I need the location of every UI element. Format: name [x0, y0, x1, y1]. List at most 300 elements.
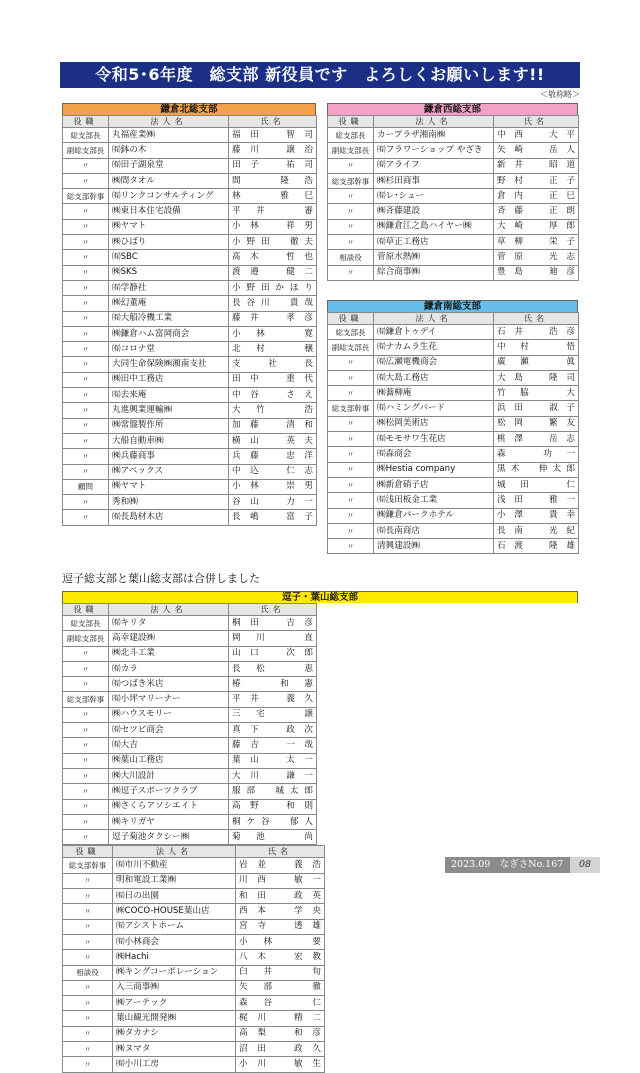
table-row [63, 219, 317, 234]
person-cell: 竹脇 大 [494, 386, 579, 401]
kamakura-north-block [62, 103, 316, 526]
company-cell: ㈱Hestia company [374, 462, 494, 477]
table-row [328, 355, 579, 370]
person-cell: 野村 正子 [494, 173, 579, 188]
role-cell: 〃 [63, 904, 113, 919]
table-row [63, 372, 317, 387]
role-cell: 〃 [63, 814, 109, 829]
zushi-hayama-right-table [62, 845, 325, 1072]
table-row [63, 768, 317, 783]
table-row [63, 1057, 325, 1072]
company-cell: ㈲小坪マリーナー [109, 692, 229, 707]
role-cell: 〃 [328, 416, 374, 431]
person-cell: 小林 寛 [229, 326, 317, 341]
table-row [328, 386, 579, 401]
person-cell: 小川 敏生 [236, 1057, 325, 1072]
table-row [63, 158, 317, 173]
company-cell: ㈱アーテック [113, 996, 236, 1011]
company-cell: 入三商事㈱ [113, 980, 236, 995]
company-cell: ㈲ハミングバード [374, 401, 494, 416]
role-cell: 〃 [328, 508, 374, 523]
person-cell: 小野田 徹夫 [229, 235, 317, 250]
table-row [328, 173, 579, 188]
person-cell: 椿 和憲 [229, 677, 317, 692]
table-row [63, 418, 317, 433]
role-cell: 〃 [328, 219, 374, 234]
table-row [63, 692, 317, 707]
table-row [63, 235, 317, 250]
company-cell: ㈲セツビ商会 [109, 723, 229, 738]
table-row [328, 325, 579, 340]
person-cell: 大竹 浩 [229, 403, 317, 418]
person-cell: 小林 崇男 [229, 479, 317, 494]
merger-note: 逗子総支部と葉山総支部は合併しました [62, 572, 260, 585]
company-cell: ㈲日の出園 [113, 889, 236, 904]
company-cell: ㈲森商会 [374, 447, 494, 462]
person-cell: 福田 智司 [229, 128, 317, 143]
role-cell: 〃 [63, 403, 109, 418]
company-cell: ㈱アペックス [109, 464, 229, 479]
company-cell: ㈲小川工房 [113, 1057, 236, 1072]
company-cell: ㈱東日本住宅設備 [109, 204, 229, 219]
company-cell: ㈱タカナシ [113, 1026, 236, 1041]
table-row [328, 493, 579, 508]
company-cell: ㈲長島材木店 [109, 510, 229, 525]
company-cell: ㈲大吉 [109, 738, 229, 753]
role-cell: 〃 [63, 357, 109, 372]
header-company: 法人名 [113, 846, 236, 858]
role-cell: 〃 [328, 462, 374, 477]
person-cell: 支 社 長 [229, 357, 317, 372]
role-cell: 総支部幹事 [63, 692, 109, 707]
person-cell: 梶川 精二 [236, 1011, 325, 1026]
person-cell: 髙木 哲也 [229, 250, 317, 265]
company-cell: ㈲つばき米店 [109, 677, 229, 692]
table-row [63, 753, 317, 768]
company-cell: ㈲大船冷機工業 [109, 311, 229, 326]
table-row [63, 707, 317, 722]
table-row [328, 462, 579, 477]
table-row [328, 219, 579, 234]
company-cell: 清興建設㈱ [374, 539, 494, 554]
table-row [63, 1042, 325, 1057]
company-cell: ㈱ヤマト [109, 479, 229, 494]
company-cell: ㈱鎌倉パークホテル [374, 508, 494, 523]
person-cell: 桃澤 岳志 [494, 432, 579, 447]
role-cell: 〃 [63, 296, 109, 311]
role-cell: 〃 [63, 996, 113, 1011]
role-cell: 〃 [328, 386, 374, 401]
company-cell: ㈲大島工務店 [374, 370, 494, 385]
person-cell: 田子 祐司 [229, 158, 317, 173]
role-cell: 〃 [63, 342, 109, 357]
role-cell: 〃 [63, 980, 113, 995]
table-header-row [63, 116, 317, 128]
person-cell: 長南 光紀 [494, 523, 579, 538]
role-cell: 〃 [328, 158, 374, 173]
role-cell: 〃 [328, 477, 374, 492]
table-row [63, 510, 317, 525]
table-row [63, 646, 317, 661]
header-role: 役職 [328, 313, 374, 325]
table-row [63, 311, 317, 326]
company-cell: ㈱杉田商事 [374, 173, 494, 188]
person-cell: 矢崎 岳人 [494, 143, 579, 158]
table-row [63, 143, 317, 158]
person-cell: 中西 大平 [494, 128, 579, 143]
person-cell: 黒木 伸太郎 [494, 462, 579, 477]
table-header-row [63, 846, 325, 858]
table-row [328, 370, 579, 385]
company-cell: ㈲コロナ堂 [109, 342, 229, 357]
person-cell: 小林 祥男 [229, 219, 317, 234]
person-cell: 長松 恵 [229, 661, 317, 676]
company-cell: ㈱SKS [109, 265, 229, 280]
table-row [328, 523, 579, 538]
table-row [63, 814, 317, 829]
person-cell: 山口 次郎 [229, 646, 317, 661]
table-row [63, 128, 317, 143]
table-row [63, 996, 325, 1011]
role-cell: 〃 [63, 280, 109, 295]
person-cell: 菊池 尚 [229, 830, 317, 845]
company-cell: ㈱松岡美術店 [374, 416, 494, 431]
role-cell: 〃 [328, 447, 374, 462]
person-cell: 浜田 淑子 [494, 401, 579, 416]
person-cell: 藤川 譲治 [229, 143, 317, 158]
role-cell: 〃 [63, 646, 109, 661]
company-cell: ㈲学静社 [109, 280, 229, 295]
person-cell: 中込 仁志 [229, 464, 317, 479]
person-cell: 石渡 隆雄 [494, 539, 579, 554]
table-row [63, 189, 317, 204]
person-cell: 服部 城太郎 [229, 784, 317, 799]
person-cell: 藤吉 一哉 [229, 738, 317, 753]
role-cell: 〃 [63, 707, 109, 722]
header-person: 氏名 [229, 116, 317, 128]
role-cell: 〃 [328, 539, 374, 554]
zushi-hayama-left-table [62, 603, 317, 845]
table-row [63, 889, 325, 904]
role-cell: 〃 [63, 677, 109, 692]
company-cell: ㈲草正工務店 [374, 235, 494, 250]
table-row [328, 158, 579, 173]
table-row [63, 433, 317, 448]
table-row [63, 904, 325, 919]
company-cell: 逗子菊池タクシー㈱ [109, 830, 229, 845]
company-cell: ㈲アシストホーム [113, 919, 236, 934]
person-cell: 中村 悟 [494, 340, 579, 355]
kamakura-south-table [327, 312, 579, 554]
role-cell: 〃 [63, 464, 109, 479]
person-cell: 北村 穣 [229, 342, 317, 357]
person-cell: 大川 謙一 [229, 768, 317, 783]
person-cell: 草柳 栄子 [494, 235, 579, 250]
company-cell: ㈲田子湖泉堂 [109, 158, 229, 173]
person-cell: 高野 和則 [229, 799, 317, 814]
table-row [63, 173, 317, 188]
company-cell: ㈲市川不動産 [113, 858, 236, 873]
person-cell: 新井 昭道 [494, 158, 579, 173]
table-row [63, 738, 317, 753]
table-row [328, 265, 579, 280]
person-cell: 森 功一 [494, 447, 579, 462]
company-cell: ㈱兵藤商事 [109, 449, 229, 464]
table-row [63, 950, 325, 965]
company-cell: 丸福産業㈱ [109, 128, 229, 143]
role-cell: 総支部幹事 [63, 858, 113, 873]
kamakura-west-title: 鎌倉西総支部 [327, 103, 578, 115]
table-row [63, 464, 317, 479]
company-cell: ㈱ヤマト [109, 219, 229, 234]
role-cell: 相談役 [328, 250, 374, 265]
kamakura-north-table [62, 115, 317, 526]
role-cell: 副総支部長 [328, 143, 374, 158]
company-cell: 高幸建設㈱ [109, 631, 229, 646]
company-cell: ㈱ひばり [109, 235, 229, 250]
table-row [63, 677, 317, 692]
role-cell: 〃 [328, 235, 374, 250]
header-person: 氏名 [494, 116, 579, 128]
role-cell: 副総支部長 [63, 631, 109, 646]
table-row [63, 616, 317, 631]
company-cell: ㈱COCO-HOUSE葉山店 [113, 904, 236, 919]
person-cell: 葉山 太一 [229, 753, 317, 768]
page-banner-title: 令和5･6年度 総支部 新役員です よろしくお願いします!! [60, 62, 580, 88]
table-row [63, 1026, 325, 1041]
table-row [328, 447, 579, 462]
person-cell: 松岡 繁友 [494, 416, 579, 431]
role-cell: 〃 [63, 661, 109, 676]
company-cell: カープラザ湘南㈱ [374, 128, 494, 143]
company-cell: 大同生命保険㈱湘南支社 [109, 357, 229, 372]
role-cell: 〃 [63, 799, 109, 814]
person-cell: 石井 浩彦 [494, 325, 579, 340]
person-cell: 田中 重代 [229, 372, 317, 387]
role-cell: 〃 [63, 235, 109, 250]
table-row [63, 661, 317, 676]
person-cell: 横山 英夫 [229, 433, 317, 448]
role-cell: 〃 [63, 418, 109, 433]
company-cell: ㈱さくらアソシエイト [109, 799, 229, 814]
header-role: 役職 [63, 116, 109, 128]
header-role: 役職 [63, 604, 109, 616]
table-row [63, 723, 317, 738]
person-cell: 加藤 清和 [229, 418, 317, 433]
role-cell: 〃 [63, 265, 109, 280]
kamakura-west-table [327, 115, 579, 281]
company-cell: ㈱蕎柳庵 [374, 386, 494, 401]
kamakura-south-block [327, 300, 578, 554]
role-cell: 〃 [63, 753, 109, 768]
person-cell: 真下 政次 [229, 723, 317, 738]
person-cell: 平井 審 [229, 204, 317, 219]
person-cell: 臼井 旬 [236, 965, 325, 980]
table-row [328, 204, 579, 219]
person-cell: 菅原 光志 [494, 250, 579, 265]
role-cell: 〃 [63, 204, 109, 219]
company-cell: 丸進興業運輸㈱ [109, 403, 229, 418]
company-cell: 秀和㈱ [109, 495, 229, 510]
company-cell: ㈱幻董庵 [109, 296, 229, 311]
role-cell: 〃 [328, 493, 374, 508]
person-cell: 大崎 厚郎 [494, 219, 579, 234]
company-cell: ㈲去来庵 [109, 388, 229, 403]
company-cell: 葉山観光開発㈱ [113, 1011, 236, 1026]
table-row [328, 340, 579, 355]
role-cell: 〃 [63, 934, 113, 949]
table-row [63, 326, 317, 341]
person-cell: 小澤 貴幸 [494, 508, 579, 523]
role-cell: 総支部長 [328, 128, 374, 143]
table-row [328, 235, 579, 250]
person-cell: 矢部 徹 [236, 980, 325, 995]
table-row [328, 432, 579, 447]
role-cell: 〃 [63, 250, 109, 265]
person-cell: 大島 隆司 [494, 370, 579, 385]
role-cell: 〃 [63, 1057, 113, 1072]
role-cell: 顧問 [63, 479, 109, 494]
person-cell: 岩並 義浩 [236, 858, 325, 873]
header-company: 法人名 [374, 116, 494, 128]
company-cell: ㈱新倉硝子店 [374, 477, 494, 492]
table-row [328, 508, 579, 523]
table-row [63, 965, 325, 980]
person-cell: 倉内 正巳 [494, 189, 579, 204]
table-row [63, 388, 317, 403]
company-cell: ㈱常盤製作所 [109, 418, 229, 433]
role-cell: 〃 [63, 1042, 113, 1057]
person-cell: 森谷 仁 [236, 996, 325, 1011]
role-cell: 〃 [63, 784, 109, 799]
company-cell: ㈱逗子スポーツクラブ [109, 784, 229, 799]
table-header-row [63, 604, 317, 616]
company-cell: ㈲SBC [109, 250, 229, 265]
kamakura-south-title: 鎌倉南総支部 [327, 300, 578, 312]
table-row [63, 357, 317, 372]
company-cell: ㈲リンクコンサルティング [109, 189, 229, 204]
role-cell: 〃 [63, 738, 109, 753]
person-cell: 豊島 廸彦 [494, 265, 579, 280]
company-cell: ㈲ナカムラ生花 [374, 340, 494, 355]
person-cell: 八木 宏教 [236, 950, 325, 965]
company-cell: ㈲浅田板金工業 [374, 493, 494, 508]
company-cell: ㈱ハウスモリー [109, 707, 229, 722]
role-cell: 〃 [63, 873, 113, 888]
person-cell: 長谷川 貴哉 [229, 296, 317, 311]
company-cell: ㈱大川設計 [109, 768, 229, 783]
role-cell: 〃 [63, 449, 109, 464]
header-person: 氏名 [494, 313, 579, 325]
zushi-hayama-block [62, 591, 578, 1073]
company-cell: 大船自動車㈱ [109, 433, 229, 448]
role-cell: 〃 [63, 219, 109, 234]
role-cell: 総支部長 [63, 616, 109, 631]
role-cell: 総支部幹事 [328, 173, 374, 188]
footer-bar [445, 857, 600, 873]
kamakura-north-title: 鎌倉北総支部 [62, 103, 316, 115]
page-number: 08 [570, 857, 600, 873]
company-cell: ㈲鎌倉トゥデイ [374, 325, 494, 340]
role-cell: 〃 [63, 768, 109, 783]
person-cell: 小野田かほり [229, 280, 317, 295]
person-cell: 宮寺 透雄 [236, 919, 325, 934]
role-cell: 総支部幹事 [63, 189, 109, 204]
person-cell: 城田 仁 [494, 477, 579, 492]
person-cell: 桐ケ谷 郁人 [229, 814, 317, 829]
table-row [328, 477, 579, 492]
person-cell: 和田 政英 [236, 889, 325, 904]
role-cell: 副総支部長 [63, 143, 109, 158]
role-cell: 〃 [63, 889, 113, 904]
person-cell: 小林 要 [236, 934, 325, 949]
table-row [63, 342, 317, 357]
table-row [63, 631, 317, 646]
role-cell: 〃 [63, 158, 109, 173]
role-cell: 〃 [63, 495, 109, 510]
person-cell: 川西 敏一 [236, 873, 325, 888]
company-cell: ㈱キリガヤ [109, 814, 229, 829]
header-company: 法人名 [109, 116, 229, 128]
role-cell: 〃 [63, 1026, 113, 1041]
table-row [63, 873, 325, 888]
company-cell: ㈲アライフ [374, 158, 494, 173]
person-cell: 兵藤 忠洋 [229, 449, 317, 464]
person-cell: 廣瀬 眞 [494, 355, 579, 370]
table-row [63, 784, 317, 799]
table-header-row [328, 313, 579, 325]
company-cell: ㈲キリタ [109, 616, 229, 631]
table-row [63, 204, 317, 219]
company-cell: ㈲レ･シュー [374, 189, 494, 204]
role-cell: 総支部長 [328, 325, 374, 340]
header-role: 役職 [328, 116, 374, 128]
person-cell: 斉藤 正朗 [494, 204, 579, 219]
kamakura-west-block [327, 103, 578, 281]
table-row [63, 799, 317, 814]
person-cell: 岡川 直 [229, 631, 317, 646]
role-cell: 〃 [63, 173, 109, 188]
table-row [63, 495, 317, 510]
role-cell: 〃 [328, 355, 374, 370]
table-row [328, 143, 579, 158]
person-cell: 谷山 力一 [229, 495, 317, 510]
role-cell: 〃 [63, 1011, 113, 1026]
company-cell: ㈱鎌倉江之島ハイヤー㈱ [374, 219, 494, 234]
company-cell: ㈲カラ [109, 661, 229, 676]
table-row [63, 250, 317, 265]
person-cell: 渡邉 健二 [229, 265, 317, 280]
person-cell: 平井 義久 [229, 692, 317, 707]
company-cell: ㈱ヌマタ [113, 1042, 236, 1057]
person-cell: 浅田 雅一 [494, 493, 579, 508]
table-row [63, 980, 325, 995]
company-cell: 綜合商事㈱ [374, 265, 494, 280]
company-cell: ㈱Hachi [113, 950, 236, 965]
person-cell: 三宅 譲 [229, 707, 317, 722]
company-cell: ㈲鉢の木 [109, 143, 229, 158]
role-cell: 〃 [63, 510, 109, 525]
role-cell: 〃 [63, 388, 109, 403]
table-row [63, 449, 317, 464]
header-company: 法人名 [374, 313, 494, 325]
footer-issue: 2023.09 なぎさNo.167 [451, 859, 564, 870]
person-cell: 高梨 和彦 [236, 1026, 325, 1041]
table-row [63, 479, 317, 494]
table-row [63, 919, 325, 934]
person-cell: 沼田 政久 [236, 1042, 325, 1057]
table-row [63, 280, 317, 295]
